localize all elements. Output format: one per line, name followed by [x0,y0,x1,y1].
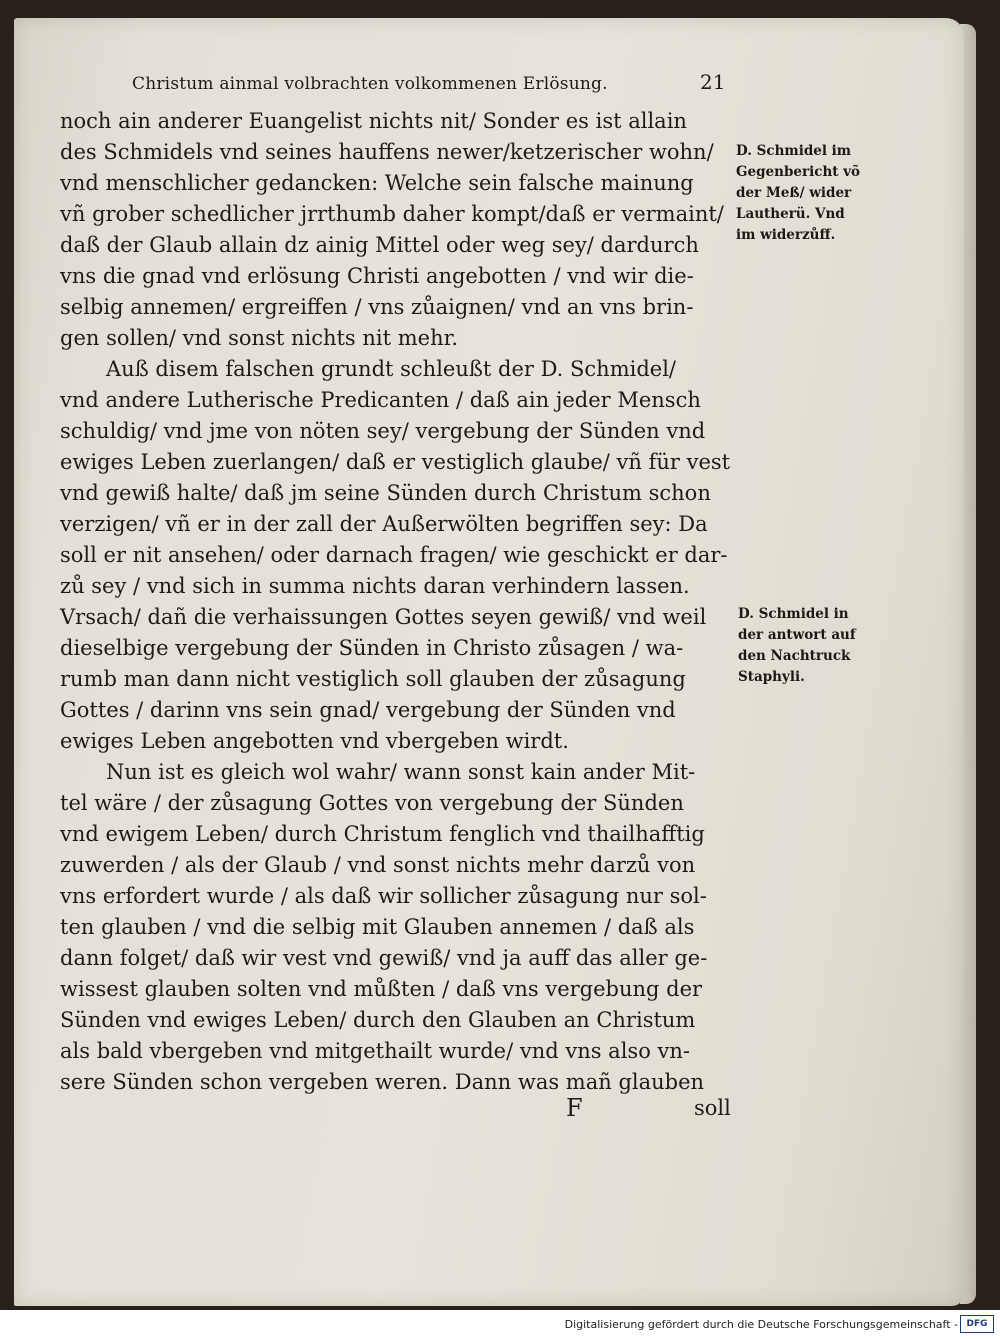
text-line: schuldig/ vnd jme von nöten sey/ vergebung der Sünden vnd [60,419,706,443]
margin-note-line: den Nachtruck [738,648,851,664]
text-line: vns die gnad vnd erlösung Christi angebotten / vnd wir die- [60,264,694,288]
text-line: dieselbige vergebung der Sünden in Christo zůsagen / wa- [60,636,684,660]
text-line: sere Sünden schon vergeben weren. Dann was mañ glauben [60,1070,705,1094]
text-line: ewiges Leben angebotten vnd vbergeben wirdt. [60,729,569,753]
text-line: rumb man dann nicht vestiglich soll glauben der zůsagung [60,667,686,691]
margin-note-line: Gegenbericht võ [736,164,861,180]
margin-note-schmidel-gegenbericht [736,141,886,246]
text-line: Gottes / darinn vns sein gnad/ vergebung der Sünden vnd [60,698,676,722]
text-line: vnd gewiß halte/ daß jm seine Sünden durch Christum schon [60,481,711,505]
margin-note-line: im widerzůff. [736,227,836,243]
page-number: 21 [700,70,726,94]
text-line: daß der Glaub allain dz ainig Mittel oder weg sey/ dardurch [60,233,699,257]
text-line: vñ grober schedlicher jrrthumb daher kompt/daß er vermaint/ [60,202,724,226]
text-line: vns erfordert wurde / als daß wir sollicher zůsagung nur sol- [60,884,707,908]
text-line: als bald vbergeben vnd mitgethailt wurde/ vnd vns also vn- [60,1039,690,1063]
paragraph-start-line: Auß disem falschen grundt schleußt der D. Schmidel/ [106,357,676,381]
catchword-row [560,1094,740,1130]
margin-note-line: Staphyli. [738,669,805,685]
text-line: selbig annemen/ ergreiffen / vns zůaignen/ vnd an vns brin- [60,295,694,319]
funding-credit: Digitalisierung gefördert durch die Deutsche Forschungsgemeinschaft - [564,1318,958,1331]
text-line: dann folget/ daß wir vest vnd gewiß/ vnd ja auff das aller ge- [60,946,708,970]
text-line: vnd ewigem Leben/ durch Christum fenglich vnd thailhafftig [60,822,705,846]
text-line: vnd andere Lutherische Predicanten / daß ain jeder Mensch [60,388,701,412]
margin-note-line: der Meß/ wider [736,185,852,201]
text-line: zuwerden / als der Glaub / vnd sonst nichts mehr darzů von [60,853,696,877]
text-line: zů sey / vnd sich in summa nichts daran verhindern lassen. [60,574,690,598]
text-line: Sünden vnd ewiges Leben/ durch den Glauben an Christum [60,1008,696,1032]
margin-note-line: D. Schmidel im [736,143,852,159]
margin-note-line: D. Schmidel in [738,606,849,622]
signature-mark: F [566,1094,583,1122]
margin-note-line: der antwort auf [738,627,856,643]
text-line: soll er nit ansehen/ oder darnach fragen/ wie geschickt er dar- [60,543,728,567]
margin-note-line: Lautherü. Vnd [736,206,845,222]
main-text-block [60,106,740,1098]
dfg-logo-icon: DFG [960,1315,994,1333]
text-line: des Schmidels vnd seines hauffens newer/ketzerischer wohn/ [60,140,714,164]
running-head: Christum ainmal volbrachten volkommenen Erlösung. [132,74,608,94]
text-line: ten glauben / vnd die selbig mit Glauben annemen / daß als [60,915,695,939]
text-line: wissest glauben solten vnd můßten / daß vns vergebung der [60,977,703,1001]
text-line: tel wäre / der zůsagung Gottes von vergebung der Sünden [60,791,684,815]
text-line: vnd menschlicher gedancken: Welche sein falsche mainung [60,171,694,195]
paragraph-start-line: Nun ist es gleich wol wahr/ wann sonst kain ander Mit- [106,760,696,784]
text-line: Vrsach/ dañ die verhaissungen Gottes seyen gewiß/ vnd weil [60,605,707,629]
text-line: gen sollen/ vnd sonst nichts nit mehr. [60,326,459,350]
text-line: ewiges Leben zuerlangen/ daß er vestiglich glaube/ vñ für vest [60,450,731,474]
text-line: noch ain anderer Euangelist nichts nit/ Sonder es ist allain [60,109,687,133]
margin-note-schmidel-antwort [738,604,888,688]
text-line: verzigen/ vñ er in der zall der Außerwölten begriffen sey: Da [60,512,708,536]
catchword: soll [694,1096,731,1120]
